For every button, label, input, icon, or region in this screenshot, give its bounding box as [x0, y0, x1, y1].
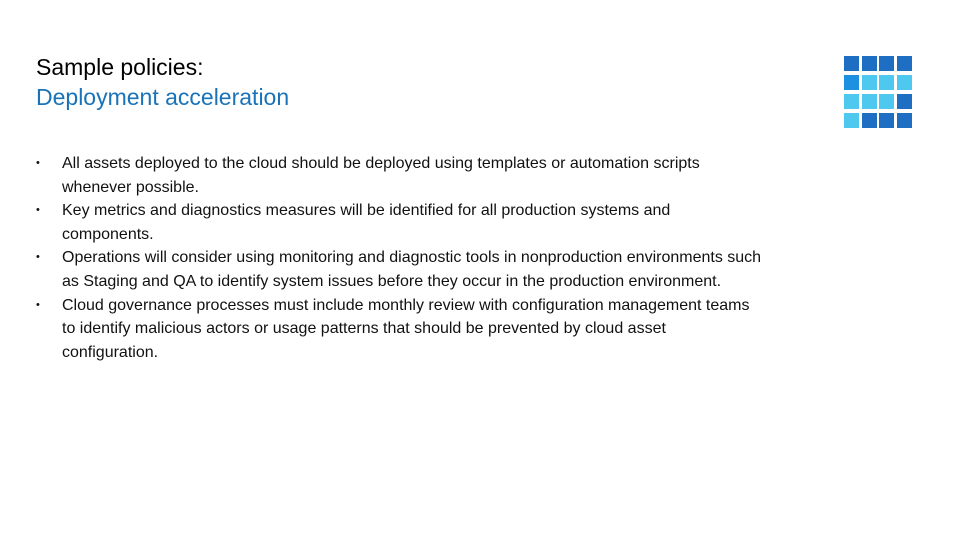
logo-tile — [897, 94, 912, 109]
logo-tile — [844, 113, 859, 128]
logo-tile — [862, 113, 877, 128]
logo-tile — [879, 94, 894, 109]
logo-tile — [862, 56, 877, 71]
logo-tile — [879, 113, 894, 128]
bullet-item — [36, 152, 766, 199]
bullet-text: All assets deployed to the cloud should be deployed using templates or automation scripts whenever possible. — [62, 155, 700, 196]
logo-tile — [879, 75, 894, 90]
slide-subtitle: Deployment acceleration — [36, 84, 290, 110]
bullet-dot-icon: • — [36, 204, 40, 217]
bullet-text: Key metrics and diagnostics measures will be identified for all production systems and components. — [62, 202, 671, 243]
logo-tile — [879, 56, 894, 71]
bullet-text: Operations will consider using monitoring and diagnostic tools in nonproduction environments such as Staging and QA to identify system issues before they occur in the production environment. — [62, 249, 762, 290]
logo-tile — [897, 113, 912, 128]
bullet-item — [36, 246, 766, 293]
bullet-dot-icon: • — [36, 298, 40, 311]
bullet-dot-icon: • — [36, 157, 40, 169]
logo-tile — [862, 94, 877, 109]
tile-grid-icon — [844, 56, 912, 128]
logo-tile — [844, 94, 859, 109]
logo-tile — [897, 75, 912, 90]
bullet-dot-icon: • — [36, 251, 40, 264]
bullet-item — [36, 294, 766, 365]
slide-title: Sample policies: — [36, 54, 204, 80]
bullet-text: Cloud governance processes must include monthly review with configuration management teams to identify malicious actors or usage patterns that should be prevented by cloud asset configuration. — [62, 296, 750, 361]
logo-tile — [844, 75, 859, 90]
logo-tile — [844, 56, 859, 71]
bullet-list — [36, 152, 766, 364]
logo-tile — [862, 75, 877, 90]
logo-tile — [897, 56, 912, 71]
bullet-item — [36, 199, 766, 246]
